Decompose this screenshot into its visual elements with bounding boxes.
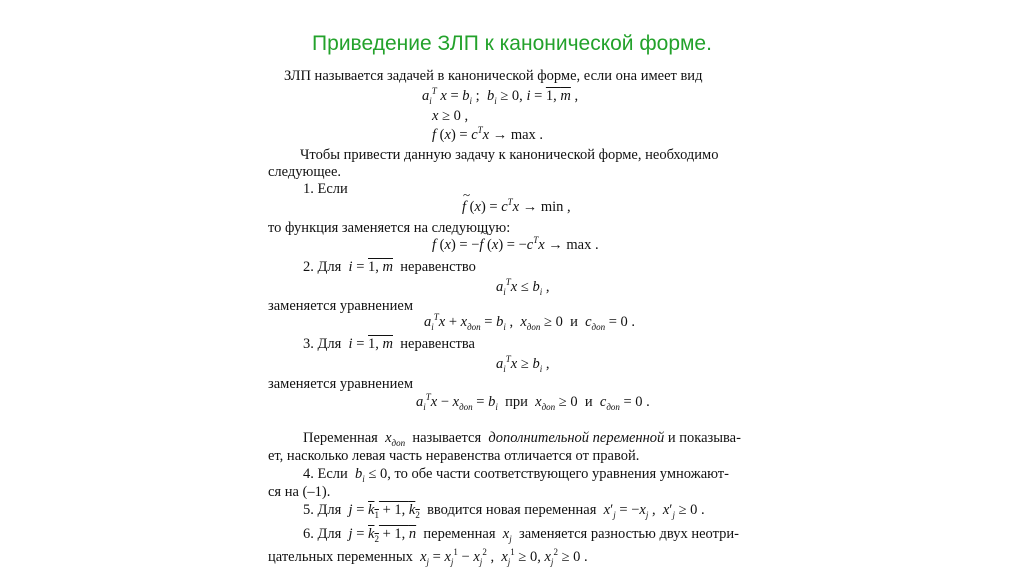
- text-to-reduce-1: Чтобы привести данную задачу к канонической форме, необходимо: [300, 147, 719, 163]
- item4-line-2: ся на (–1).: [268, 484, 331, 500]
- formula-eq-minus: $a_i^Tx - x_{доп} = b_i$ при $x_{доп} \ge 0$ и $c_{доп} = 0$ .: [416, 392, 650, 412]
- formula-min: ~ f $(x) = c^Tx \to \min$ ,: [462, 198, 571, 216]
- text-to-reduce-2: следующее.: [268, 164, 342, 180]
- formula-constraints: $a_i^T$ $x = b_i$ ; $b_i \ge 0$, i = 1, m ,: [422, 86, 579, 106]
- formula-objective: f $(x) = c^Tx \to \max$ .: [432, 125, 544, 143]
- item3-line: 3. Для i = 1, m неравенства: [303, 336, 475, 352]
- var-line-2: ет, насколько левая часть неравенства отличается от правой.: [268, 448, 640, 464]
- item6-line-2: цательных переменных $x_j = x_j^1 - x_j^2$ , $x_j^1 \ge 0$, $x_j^2 \ge 0$ .: [268, 547, 588, 567]
- item6-line-1: 6. Для $j = k_2 + 1$, n переменная $x_j$ заменяется разностью двух неотри-: [303, 526, 739, 544]
- var-line-1: Переменная $x_{доп}$ называется дополнительной переменной и показыва-: [303, 430, 741, 448]
- text-replaced-eq-1: заменяется уравнением: [268, 298, 413, 314]
- item1-label: 1. Если: [303, 181, 348, 197]
- intro-text: ЗЛП называется задачей в канонической форме, если она имеет вид: [284, 68, 703, 84]
- item5-line: 5. Для $j = k_1 + 1$, $k_2$ вводится новая переменная $x'_j = -x_j$ , $x'_j \ge 0$ .: [303, 502, 705, 520]
- text-replaced-fn: то функция заменяется на следующую:: [268, 220, 511, 236]
- formula-ineq-le: $a_i^Tx \le b_i$ ,: [496, 277, 550, 297]
- formula-replaced: f (x) = −~ f $(x) = -c^Tx \to \max$ .: [432, 236, 599, 254]
- formula-nonneg: x ≥ 0 ,: [432, 108, 469, 124]
- formula-ineq-ge: $a_i^Tx \ge b_i$ ,: [496, 354, 550, 374]
- text-replaced-eq-2: заменяется уравнением: [268, 376, 413, 392]
- item2-line: 2. Для i = 1, m неравенство: [303, 259, 476, 275]
- slide-title: Приведение ЗЛП к канонической форме.: [312, 32, 712, 55]
- formula-eq-plus: $a_i^Tx + x_{доп} = b_i$ , $x_{доп} \ge 0$ и $c_{доп} = 0$ .: [424, 312, 636, 332]
- item4-line-1: 4. Если $b_i \le 0$, то обе части соответствующего уравнения умножают-: [303, 466, 729, 484]
